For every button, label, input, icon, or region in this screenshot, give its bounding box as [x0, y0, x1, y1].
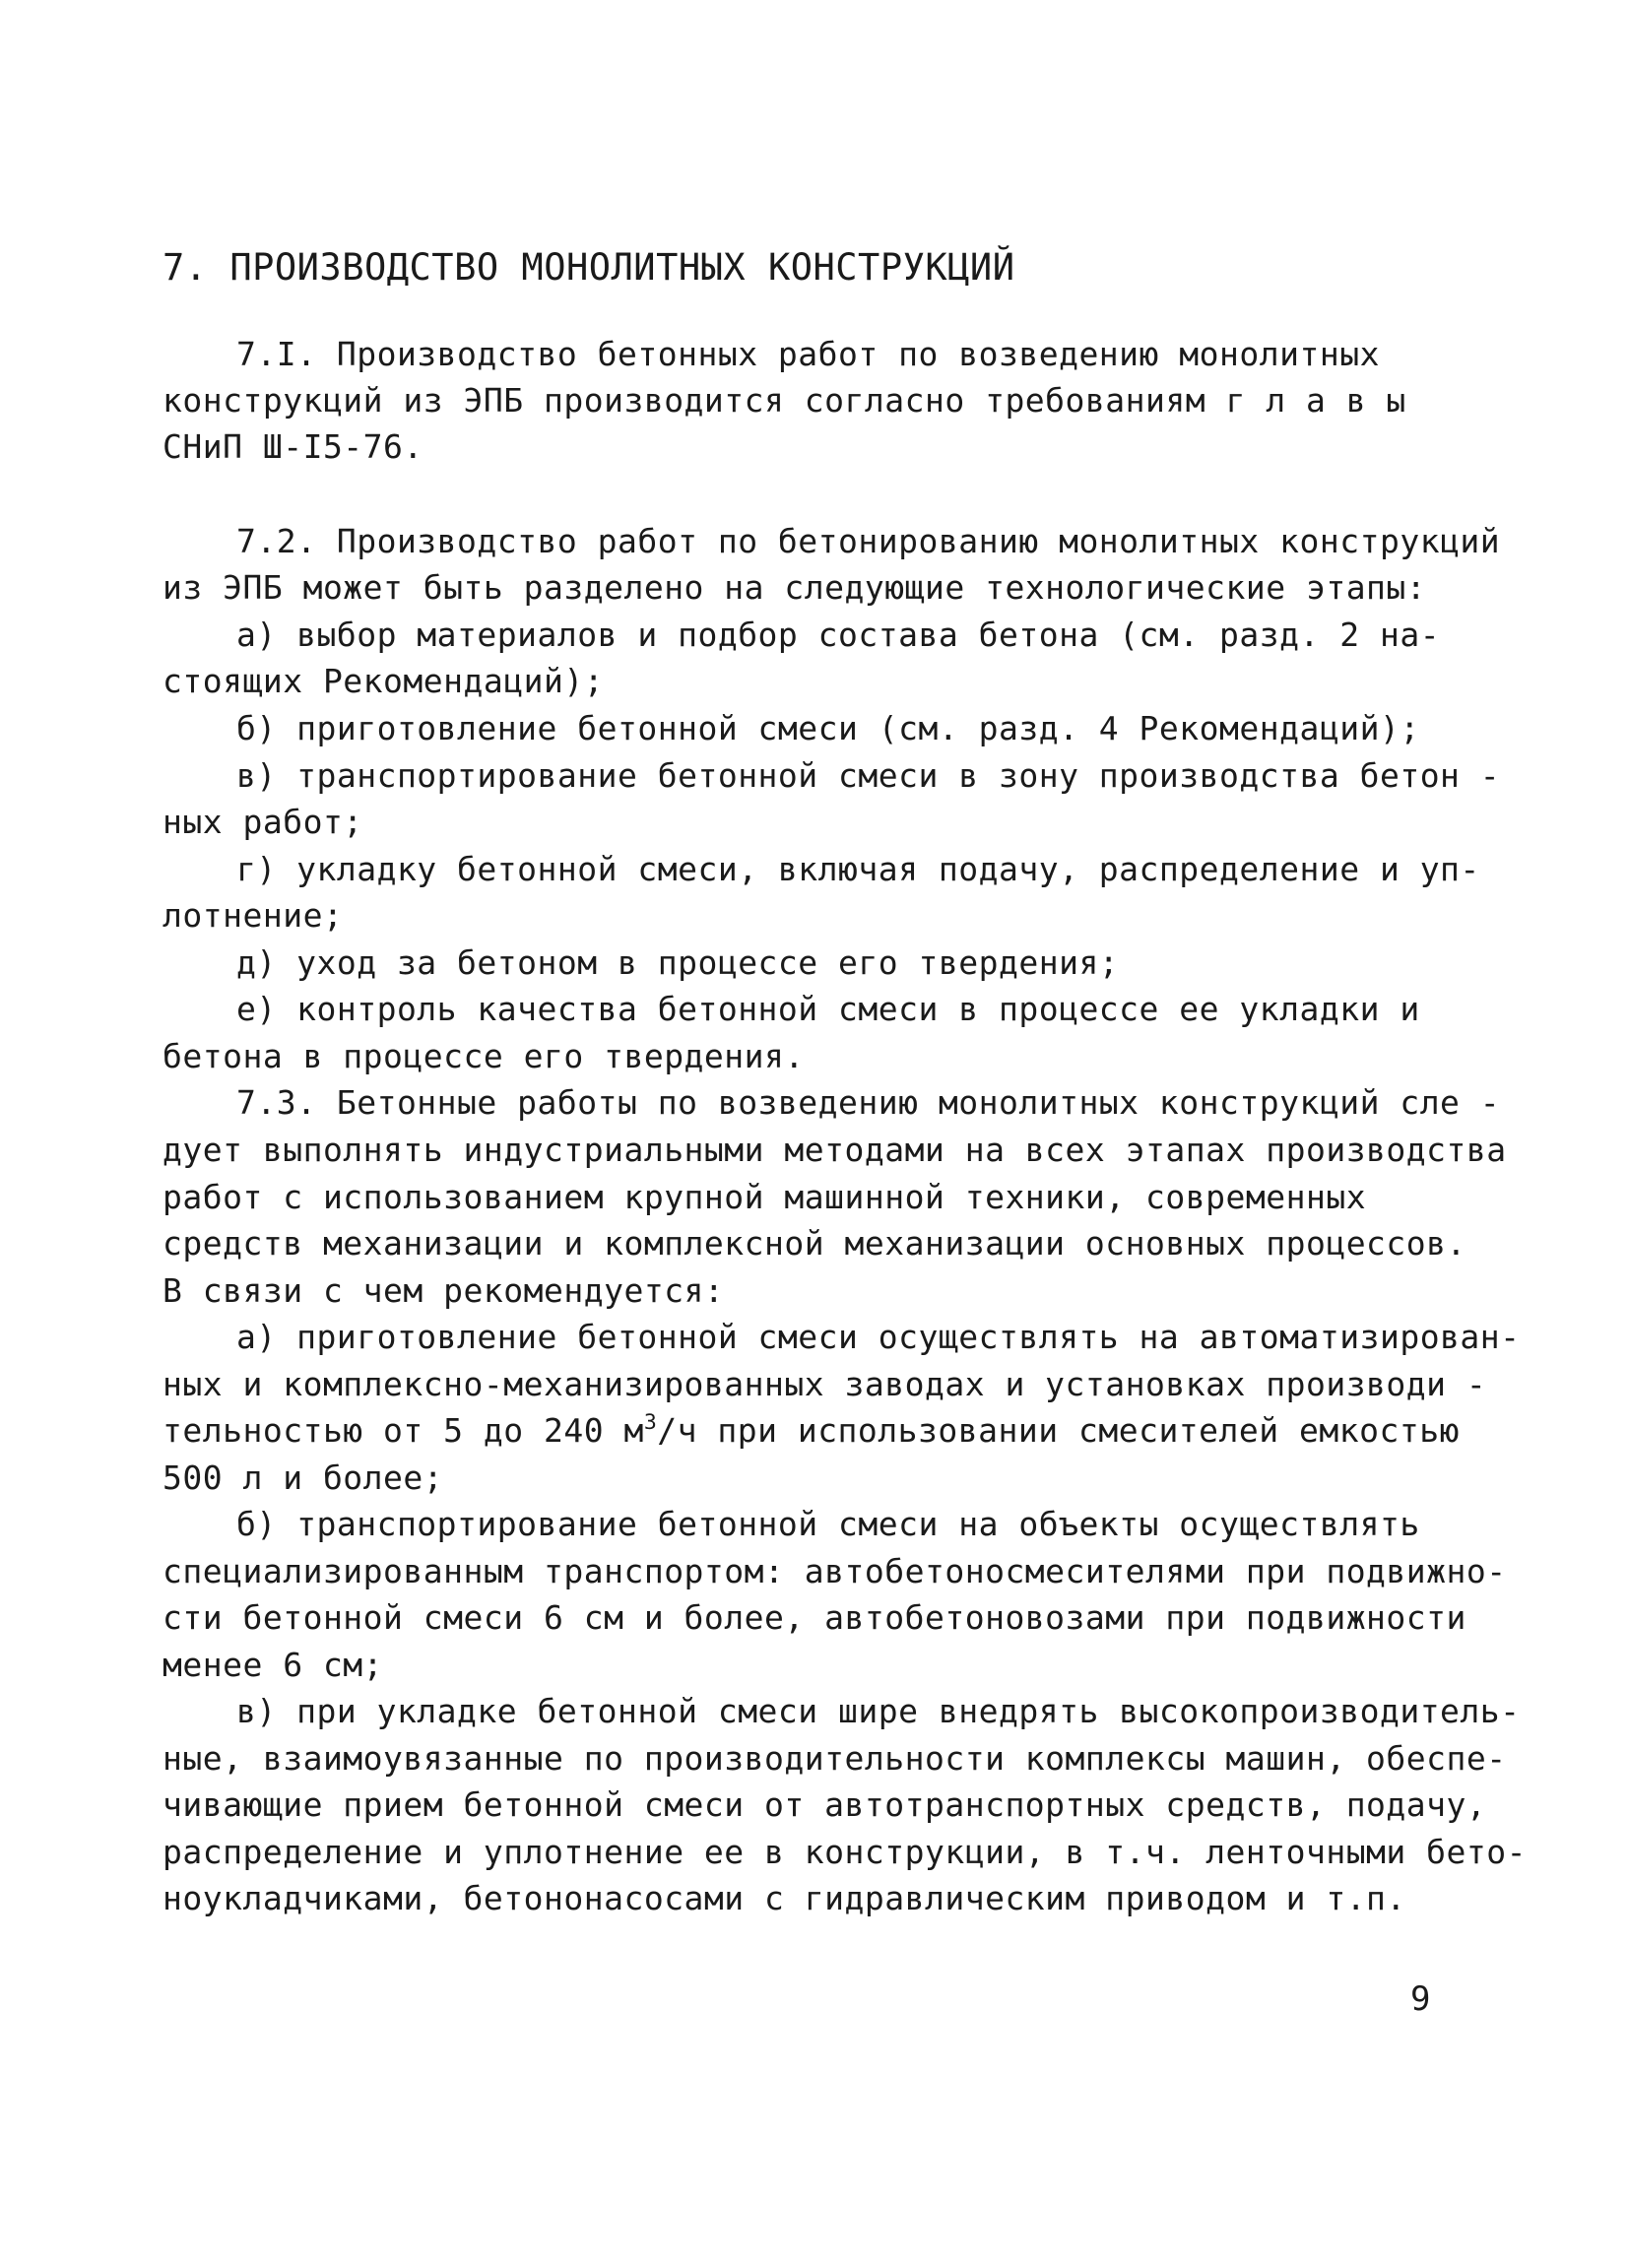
text-line: а) приготовление бетонной смеси осуществлять на автоматизирован- — [236, 1318, 1521, 1356]
text-line: менее 6 см; — [163, 1646, 384, 1684]
text-line: 7.2. Производство работ по бетонированию монолитных конструкций — [236, 522, 1501, 560]
text-line: 7.3. Бетонные работы по возведению монолитных конструкций сле - — [236, 1083, 1501, 1122]
text-segment: тельностью от 5 до 240 м — [163, 1411, 644, 1450]
text-line: сти бетонной смеси 6 см и более, автобетоновозами при подвижности — [163, 1598, 1466, 1637]
text-line: 7.I. Производство бетонных работ по возведению монолитных — [236, 335, 1380, 373]
text-line: д) уход за бетоном в процессе его твердения; — [236, 943, 1120, 982]
text-line: а) выбор материалов и подбор состава бетона (см. разд. 2 на- — [236, 616, 1441, 654]
text-line: распределение и уплотнение ее в конструкции, в т.ч. ленточными бето- — [163, 1833, 1528, 1871]
text-line: ных работ; — [163, 803, 363, 841]
text-line: б) приготовление бетонной смеси (см. разд. 4 Рекомендаций); — [236, 709, 1420, 747]
text-line: В связи с чем рекомендуется: — [163, 1271, 725, 1310]
text-segment: /ч при использовании смесителей емкостью — [657, 1411, 1460, 1450]
text-line: в) при укладке бетонной смеси шире внедрять высокопроизводитель- — [236, 1692, 1521, 1730]
text-line: б) транспортирование бетонной смеси на объекты осуществлять — [236, 1505, 1420, 1543]
text-line-with-superscript — [163, 1410, 1460, 1451]
text-line: бетона в процессе его твердения. — [163, 1037, 805, 1075]
section-heading: 7. ПРОИЗВОДСТВО МОНОЛИТНЫХ КОНСТРУКЦИЙ — [163, 246, 1015, 289]
text-line: работ с использованием крупной машинной техники, современных — [163, 1178, 1367, 1216]
text-line: СНиП Ш-I5-76. — [163, 427, 423, 466]
page-number: 9 — [1410, 1979, 1431, 2019]
text-line: лотнение; — [163, 896, 344, 935]
text-line: в) транспортирование бетонной смеси в зону производства бетон - — [236, 756, 1501, 795]
text-line: ных и комплексно-механизированных заводах и установках производи - — [163, 1365, 1487, 1403]
text-line: чивающие прием бетонной смеси от автотранспортных средств, подачу, — [163, 1785, 1487, 1824]
text-line: ноукладчиками, бетононасосами с гидравлическим приводом и т.п. — [163, 1879, 1406, 1917]
text-line: специализированным транспортом: автобетоносмесителями при подвижно- — [163, 1552, 1507, 1590]
superscript: 3 — [643, 1410, 658, 1436]
text-line: ные, взаимоувязанные по производительности комплексы машин, обеспе- — [163, 1739, 1507, 1778]
text-line: стоящих Рекомендаций); — [163, 662, 605, 700]
text-line: е) контроль качества бетонной смеси в процессе ее укладки и — [236, 990, 1420, 1028]
text-line: 500 л и более; — [163, 1458, 444, 1497]
text-line: г) укладку бетонной смеси, включая подачу, распределение и уп- — [236, 850, 1480, 888]
text-line: конструкций из ЭПБ производится согласно требованиям г л а в ы — [163, 381, 1406, 420]
text-line: дует выполнять индустриальными методами на всех этапах производства — [163, 1131, 1507, 1169]
text-line: из ЭПБ может быть разделено на следующие технологические этапы: — [163, 568, 1427, 607]
text-line: средств механизации и комплексной механизации основных процессов. — [163, 1224, 1466, 1263]
